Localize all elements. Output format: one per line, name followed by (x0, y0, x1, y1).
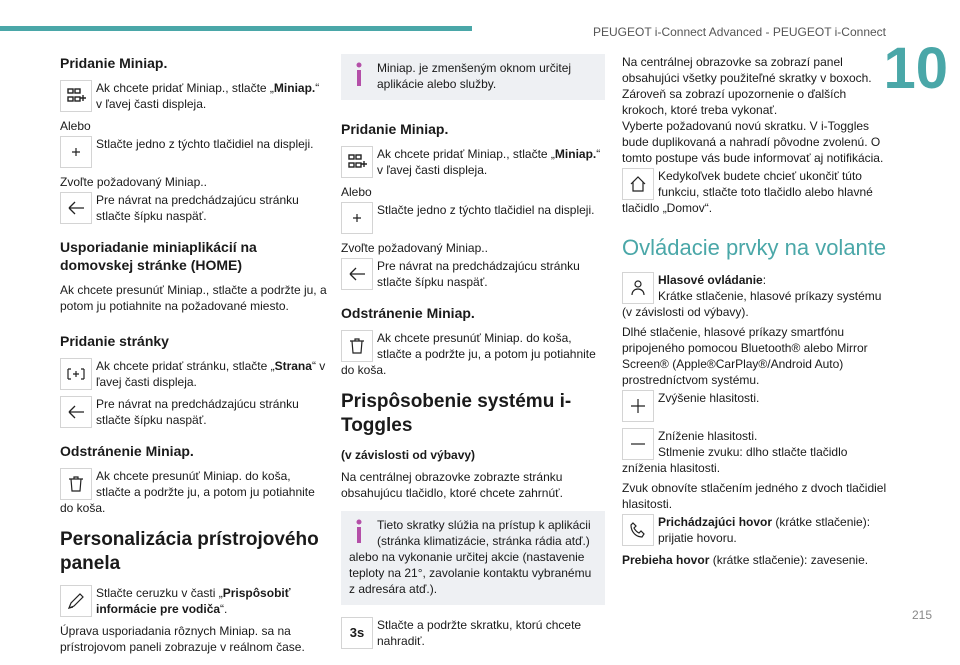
back-row-2 (60, 396, 328, 430)
voice-row (622, 272, 888, 320)
choose-label: Zvoľte požadovaný Miniap.. (60, 175, 207, 189)
add-widget2-text-a: Ak chcete pridať Miniap., stlačte „ (377, 147, 555, 161)
trash-icon (60, 468, 92, 500)
press-3s-text: Stlačte a podržte skratku, ktorú chcete nahradiť. (377, 618, 582, 648)
home-icon (622, 168, 654, 200)
press-button-row-2 (341, 202, 605, 236)
heading-remove-2: Odstránenie Miniap. (341, 305, 475, 321)
vol-up-text: Zvýšenie hlasitosti. (658, 391, 760, 405)
vol-down-text: Zníženie hlasitosti. (658, 429, 758, 443)
pers-text-b: Prispôsobiť informácie pre vodiča (96, 586, 291, 616)
back-text-2: Pre návrat na predchádzajúcu stránku stlačte šípku naspäť. (96, 397, 299, 427)
add-page-text-b: Strana (274, 359, 312, 373)
heading-add-widget: Pridanie Miniap. (60, 55, 168, 71)
add-page-row (60, 358, 328, 392)
back-text: Pre návrat na predchádzajúcu stránku stlačte šípku naspäť. (96, 193, 299, 223)
ongoing-label: Prebieha hovor (622, 553, 710, 567)
choose-label-2: Zvoľte požadovaný Miniap.. (341, 241, 488, 255)
ongoing-text: (krátke stlačenie): zavesenie. (709, 553, 869, 567)
voice-icon (622, 272, 654, 304)
heading-add-page: Pridanie stránky (60, 333, 169, 349)
plus-icon (341, 202, 373, 234)
pers-text-a: Stlačte ceruzku v časti „ (96, 586, 223, 600)
add-widget-text-a: Ak chcete pridať Miniap., stlačte „ (96, 81, 274, 95)
info-shortcuts-text: Tieto skratky slúžia na prístup k aplikácii (stránka klimatizácie, stránka rádia atď.) alebo na vykonanie určitej akcie (nastavenie teploty na 21°, zavolanie kontaktu vybranému z adresára atď.). (349, 518, 592, 596)
voice-long-text: Dlhé stlačenie, hlasové príkazy smartfónu pripojeného pomocou Bluetooth® alebo Mirror Screen® (Apple®CarPlay®/Android Auto) prostredníctvom systému. (622, 325, 868, 387)
arrange-text: Ak chcete presunúť Miniap., stlačte a podržte ju, a potom ju potiahnite na požadované miesto. (60, 283, 327, 313)
add-widget-text-c: “ v ľavej časti displeja. (96, 81, 320, 111)
back-row-3 (341, 258, 605, 292)
pers-text: Úprava usporiadania rôznych Miniap. sa na prístrojovom paneli zobrazuje v reálnom čase. (60, 624, 305, 654)
remove-text: Ak chcete presunúť Miniap. do koša, stlačte a podržte ju, a potom ju potiahnite do koša. (60, 469, 315, 515)
vol-down-row (622, 428, 888, 476)
vol-up-row (622, 390, 888, 424)
info-icon (349, 517, 369, 545)
remove-text-2: Ak chcete presunúť Miniap. do koša, stlačte a podržte ju, a potom ju potiahnite do koša. (341, 331, 596, 377)
header-accent-bar (0, 26, 472, 31)
add-page-text-a: Ak chcete pridať stránku, stlačte „ (96, 359, 275, 373)
add-widget-text-b: Miniap. (273, 81, 316, 95)
pencil-row (60, 585, 328, 619)
plus-icon (60, 136, 92, 168)
heading-arrange: Usporiadanie miniaplikácií na domovskej stránke (HOME) (60, 239, 257, 273)
remove-row (60, 468, 328, 516)
running-title: PEUGEOT i-Connect Advanced - PEUGEOT i-Connect (592, 25, 886, 39)
toggles-subtitle: (v závislosti od výbavy) (341, 448, 476, 462)
info-box-shortcuts (341, 511, 605, 605)
mute-text: Stlmenie zvuku: dlho stlačte tlačidlo zníženia hlasitosti. (622, 445, 848, 475)
trash-icon (341, 330, 373, 362)
toggles-text: Na centrálnej obrazovke zobrazte stránku obsahujúcu tlačidlo, ktoré chcete zahrnúť. (341, 470, 563, 500)
back-arrow-icon (60, 396, 92, 428)
heading-steering-wheel: Ovládacie prvky na volante (622, 235, 887, 260)
info-box-widget (341, 54, 605, 100)
incoming-label: Prichádzajúci hovor (658, 515, 773, 529)
alebo-label: Alebo (60, 119, 91, 133)
voice-text: Krátke stlačenie, hlasové príkazy systému (v závislosti od výbavy). (622, 289, 882, 319)
page-number: 215 (911, 608, 932, 622)
select-text: Vyberte požadovanú novú skratku. V i-Toggles bude duplikovaná a nahradí pôvodne zvolenú. O tomto postupe vás bude informovať aj notifikácia. (622, 119, 884, 165)
press-3s-icon (341, 617, 373, 649)
panel-text: Na centrálnej obrazovke sa zobrazí panel obsahujúci všetky použiteľné skratky v boxoch. Zároveň sa zobrazí upozornenie o ďalších krokoch, ktoré treba vykonať. (622, 55, 872, 117)
volume-down-icon (622, 428, 654, 460)
back-row (60, 192, 328, 226)
column-2 (341, 54, 605, 655)
press-button-row (60, 136, 328, 170)
widget-grid-icon (341, 146, 373, 178)
press-button-text: Stlačte jedno z týchto tlačidiel na displeji. (96, 137, 314, 151)
heading-add-widget-2: Pridanie Miniap. (341, 121, 449, 137)
heading-personalize: Personalizácia prístrojového panela (60, 529, 319, 574)
info-widget-text: Miniap. je zmenšeným oknom určitej aplikácie alebo služby. (377, 61, 572, 91)
alebo-label-2: Alebo (341, 185, 372, 199)
home-text: Kedykoľvek budete chcieť ukončiť túto funkciu, stlačte toto tlačidlo alebo hlavné tlačidlo „Domov“. (622, 169, 873, 215)
add-widget2-text-c: “ v ľavej časti displeja. (377, 147, 601, 177)
pers-text-c: “. (220, 602, 228, 616)
add-page-icon (60, 358, 92, 390)
info-icon (349, 60, 369, 88)
back-text-3: Pre návrat na predchádzajúcu stránku stlačte šípku naspäť. (377, 259, 580, 289)
column-3 (622, 54, 888, 568)
column-1 (60, 54, 328, 665)
voice-colon: : (762, 273, 767, 287)
add-widget-row-2 (341, 146, 605, 180)
add-widget2-text-b: Miniap. (554, 147, 597, 161)
voice-label: Hlasové ovládanie (658, 273, 763, 287)
heading-remove: Odstránenie Miniap. (60, 443, 194, 459)
press-3s-row (341, 617, 605, 651)
add-widget-row (60, 80, 328, 114)
remove-row-2 (341, 330, 605, 378)
widget-grid-icon (60, 80, 92, 112)
back-arrow-icon (341, 258, 373, 290)
press-button-text-2: Stlačte jedno z týchto tlačidiel na displeji. (377, 203, 595, 217)
call-row (622, 514, 888, 548)
back-arrow-icon (60, 192, 92, 224)
home-row (622, 168, 888, 216)
phone-icon (622, 514, 654, 546)
press-3s-icon-label: 3s (349, 625, 365, 640)
add-page-text-c: “ v ľavej časti displeja. (96, 359, 326, 389)
heading-toggles: Prispôsobenie systému i-Toggles (341, 391, 572, 436)
volume-up-icon (622, 390, 654, 422)
restore-text: Zvuk obnovíte stlačením jedného z dvoch tlačidiel hlasitosti. (622, 481, 887, 511)
pencil-icon (60, 585, 92, 617)
chapter-number: 10 (883, 36, 948, 101)
incoming-text: (krátke stlačenie): prijatie hovoru. (658, 515, 871, 545)
